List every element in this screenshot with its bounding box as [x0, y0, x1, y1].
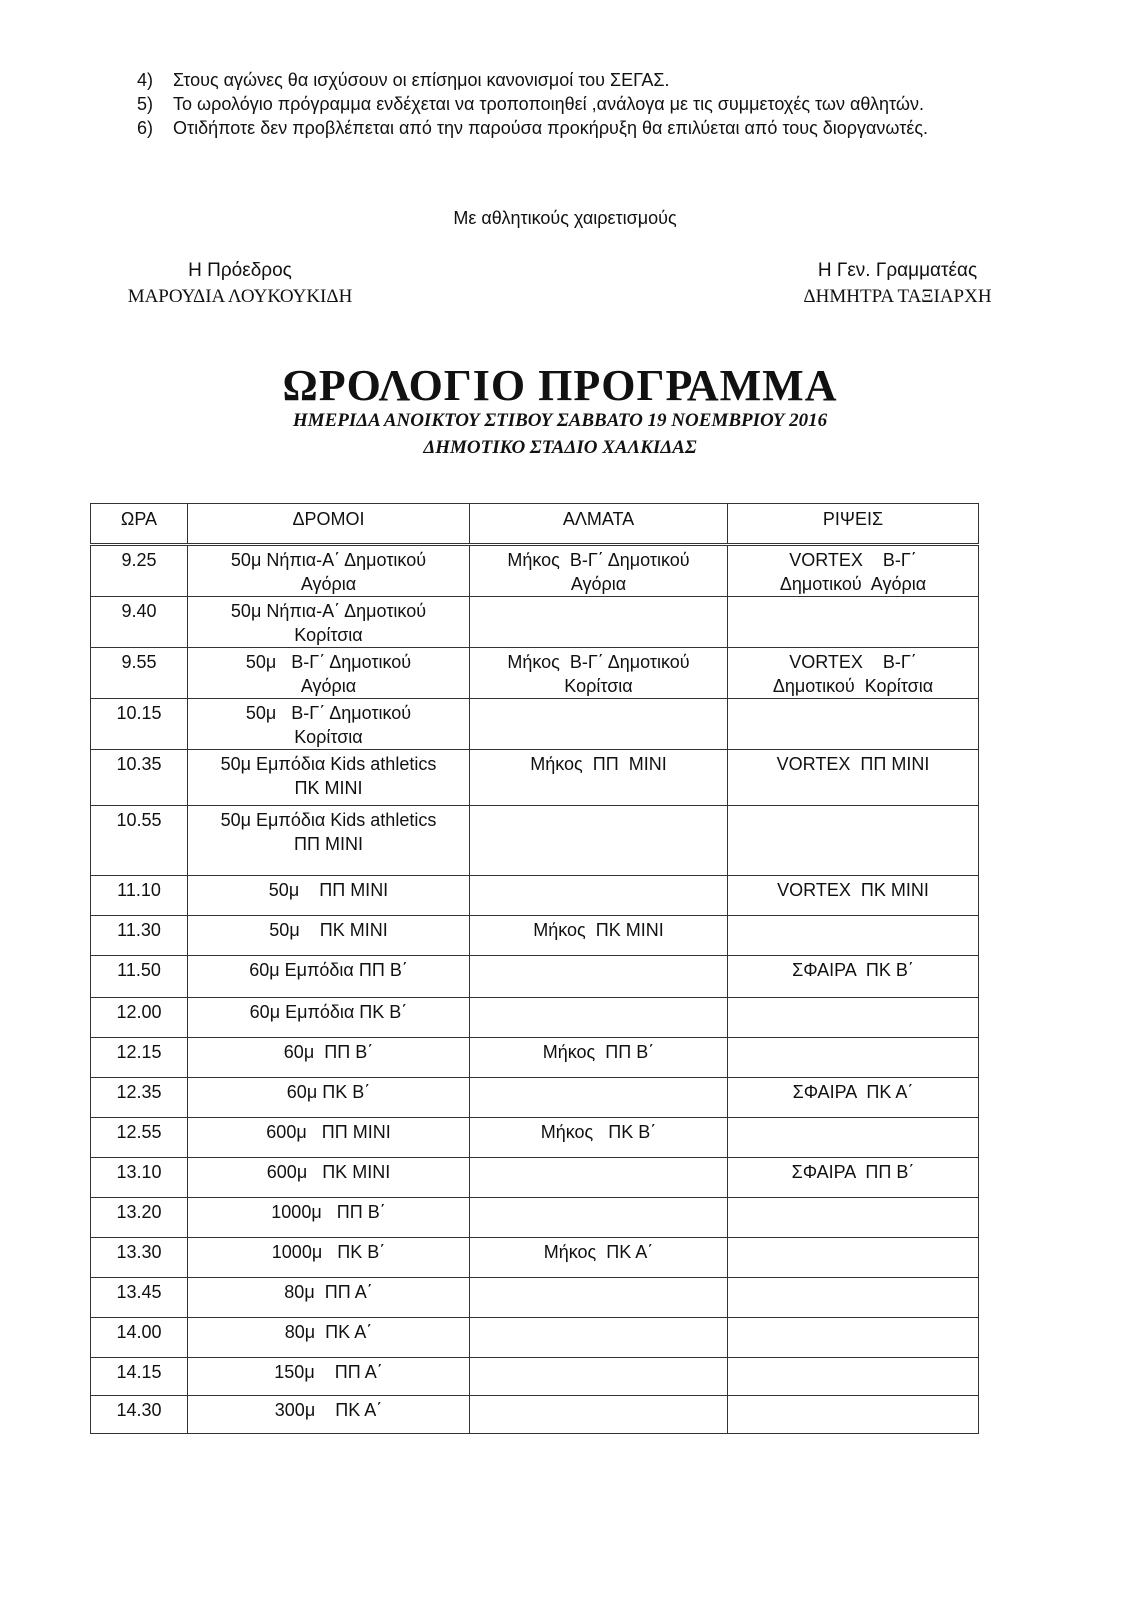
cell-track: 50μ Β-Γ΄ Δημοτικού Κορίτσια: [188, 699, 470, 750]
table-row: [91, 1238, 979, 1278]
cell-track: 1000μ ΠΚ Β΄: [188, 1238, 470, 1278]
cell-time: 12.15: [91, 1038, 188, 1078]
cell-track: 60μ Εμπόδια ΠΠ Β΄: [188, 956, 470, 998]
header-track: ΔΡΟΜΟΙ: [188, 504, 470, 545]
cell-time: 10.15: [91, 699, 188, 750]
cell-jumps: [470, 1078, 728, 1118]
cell-time: 12.00: [91, 998, 188, 1038]
cell-track: 50μ Εμπόδια Kids athletics ΠΚ ΜΙΝΙ: [188, 750, 470, 806]
cell-time: 14.30: [91, 1396, 188, 1434]
table-header-row: [91, 504, 979, 545]
cell-track: 50μ ΠΚ ΜΙΝΙ: [188, 916, 470, 956]
cell-throws: [728, 1318, 979, 1358]
cell-track: 50μ Εμπόδια Kids athletics ΠΠ ΜΙΝΙ: [188, 806, 470, 876]
table-row: [91, 916, 979, 956]
cell-track: 600μ ΠΚ ΜΙΝΙ: [188, 1158, 470, 1198]
cell-time: 13.30: [91, 1238, 188, 1278]
cell-jumps: Μήκος ΠΚ Β΄: [470, 1118, 728, 1158]
cell-time: 10.35: [91, 750, 188, 806]
cell-throws: [728, 916, 979, 956]
schedule-table: [90, 503, 979, 1434]
venue-subtitle: ΔΗΜΟΤΙΚΟ ΣΤΑΔΙΟ ΧΑΛΚΙΔΑΣ: [423, 437, 697, 458]
cell-throws: VORTEX Β-Γ΄ Δημοτικού Αγόρια: [728, 545, 979, 597]
cell-time: 13.10: [91, 1158, 188, 1198]
greeting: Με αθλητικούς χαιρετισμούς: [453, 208, 677, 228]
cell-time: 12.35: [91, 1078, 188, 1118]
cell-throws: [728, 699, 979, 750]
cell-throws: [728, 1198, 979, 1238]
cell-track: 60μ ΠΠ Β΄: [188, 1038, 470, 1078]
rules-list: [137, 68, 1022, 140]
cell-jumps: Μήκος Β-Γ΄ Δημοτικού Κορίτσια: [470, 648, 728, 699]
cell-throws: [728, 1396, 979, 1434]
cell-time: 14.15: [91, 1358, 188, 1396]
cell-throws: [728, 1118, 979, 1158]
cell-throws: [728, 1278, 979, 1318]
signature-role: Η Γεν. Γραμματέας: [817, 260, 978, 281]
cell-jumps: [470, 956, 728, 998]
cell-throws: ΣΦΑΙΡΑ ΠΚ Β΄: [728, 956, 979, 998]
cell-jumps: [470, 1198, 728, 1238]
cell-throws: [728, 1358, 979, 1396]
cell-jumps: Μήκος ΠΚ ΜΙΝΙ: [470, 916, 728, 956]
cell-jumps: [470, 876, 728, 916]
cell-time: 9.40: [91, 597, 188, 648]
cell-jumps: Μήκος ΠΠ Β΄: [470, 1038, 728, 1078]
cell-jumps: [470, 699, 728, 750]
cell-track: 300μ ΠΚ Α΄: [188, 1396, 470, 1434]
rule-item: 6) Οτιδήποτε δεν προβλέπεται από την παρούσα προκήρυξη θα επιλύεται από τους διοργανωτές.: [137, 118, 929, 138]
cell-time: 11.10: [91, 876, 188, 916]
cell-track: 50μ Νήπια-Α΄ Δημοτικού Κορίτσια: [188, 597, 470, 648]
table-row: [91, 956, 979, 998]
signature-name: ΔΗΜΗΤΡΑ ΤΑΞΙΑΡΧΗ: [803, 286, 992, 307]
cell-jumps: [470, 597, 728, 648]
cell-track: 1000μ ΠΠ Β΄: [188, 1198, 470, 1238]
cell-throws: ΣΦΑΙΡΑ ΠΠ Β΄: [728, 1158, 979, 1198]
cell-throws: VORTEX Β-Γ΄ Δημοτικού Κορίτσια: [728, 648, 979, 699]
cell-time: 12.55: [91, 1118, 188, 1158]
table-row: [91, 1358, 979, 1396]
table-row: [91, 750, 979, 806]
cell-track: 60μ ΠΚ Β΄: [188, 1078, 470, 1118]
table-row: [91, 1038, 979, 1078]
cell-jumps: [470, 1318, 728, 1358]
table-row: [91, 1158, 979, 1198]
table-row: [91, 1118, 979, 1158]
table-row: [91, 876, 979, 916]
cell-throws: ΣΦΑΙΡΑ ΠΚ Α΄: [728, 1078, 979, 1118]
cell-jumps: [470, 1278, 728, 1318]
cell-time: 10.55: [91, 806, 188, 876]
table-row: [91, 806, 979, 876]
table-row: [91, 1396, 979, 1434]
cell-throws: [728, 806, 979, 876]
page-title: ΩΡΟΛΟΓΙΟ ΠΡΟΓΡΑΜΜΑ: [282, 361, 838, 410]
cell-jumps: Μήκος Β-Γ΄ Δημοτικού Αγόρια: [470, 545, 728, 597]
cell-track: 50μ ΠΠ ΜΙΝΙ: [188, 876, 470, 916]
table-row: [91, 699, 979, 750]
cell-track: 80μ ΠΚ Α΄: [188, 1318, 470, 1358]
table-row: [91, 1318, 979, 1358]
cell-jumps: [470, 806, 728, 876]
header-throws: ΡΙΨΕΙΣ: [728, 504, 979, 545]
cell-track: 150μ ΠΠ Α΄: [188, 1358, 470, 1396]
table-body: [91, 545, 979, 1434]
cell-time: 9.25: [91, 545, 188, 597]
table-row: [91, 1078, 979, 1118]
event-subtitle: ΗΜΕΡΙΔΑ ΑΝΟΙΚΤΟΥ ΣΤΙΒΟΥ ΣΑΒΒΑΤΟ 19 ΝΟΕΜΒΡΙΟΥ 2016: [292, 410, 828, 431]
signature-president: [100, 258, 380, 310]
cell-throws: [728, 597, 979, 648]
signature-role: Η Πρόεδρος: [188, 260, 292, 281]
signature-name: ΜΑΡΟΥΔΙΑ ΛΟΥΚΟΥΚΙΔΗ: [127, 286, 353, 307]
cell-jumps: Μήκος ΠΚ Α΄: [470, 1238, 728, 1278]
cell-time: 14.00: [91, 1318, 188, 1358]
cell-jumps: [470, 1396, 728, 1434]
header-jumps: ΑΛΜΑΤΑ: [470, 504, 728, 545]
cell-time: 11.50: [91, 956, 188, 998]
cell-time: 9.55: [91, 648, 188, 699]
cell-track: 50μ Νήπια-Α΄ Δημοτικού Αγόρια: [188, 545, 470, 597]
cell-throws: [728, 998, 979, 1038]
rule-item: 4) Στους αγώνες θα ισχύσουν οι επίσημοι κανονισμοί του ΣΕΓΑΣ.: [137, 70, 670, 90]
cell-throws: VORTEX ΠΠ ΜΙΝΙ: [728, 750, 979, 806]
table-row: [91, 1278, 979, 1318]
cell-jumps: [470, 998, 728, 1038]
cell-jumps: Μήκος ΠΠ ΜΙΝΙ: [470, 750, 728, 806]
table-row: [91, 545, 979, 597]
table-row: [91, 998, 979, 1038]
cell-throws: [728, 1038, 979, 1078]
cell-throws: [728, 1238, 979, 1278]
table-row: [91, 597, 979, 648]
table-row: [91, 648, 979, 699]
cell-jumps: [470, 1158, 728, 1198]
signature-secretary: [770, 258, 1025, 310]
cell-jumps: [470, 1358, 728, 1396]
cell-time: 13.45: [91, 1278, 188, 1318]
header-time: ΩΡΑ: [91, 504, 188, 545]
rule-item: 5) Το ωρολόγιο πρόγραμμα ενδέχεται να τροποποιηθεί ,ανάλογα με τις συμμετοχές των αθλητών.: [137, 94, 924, 114]
cell-track: 60μ Εμπόδια ΠΚ Β΄: [188, 998, 470, 1038]
cell-throws: VORTEX ΠΚ ΜΙΝΙ: [728, 876, 979, 916]
cell-track: 50μ Β-Γ΄ Δημοτικού Αγόρια: [188, 648, 470, 699]
cell-time: 13.20: [91, 1198, 188, 1238]
cell-track: 80μ ΠΠ Α΄: [188, 1278, 470, 1318]
cell-track: 600μ ΠΠ ΜΙΝΙ: [188, 1118, 470, 1158]
cell-time: 11.30: [91, 916, 188, 956]
table-row: [91, 1198, 979, 1238]
